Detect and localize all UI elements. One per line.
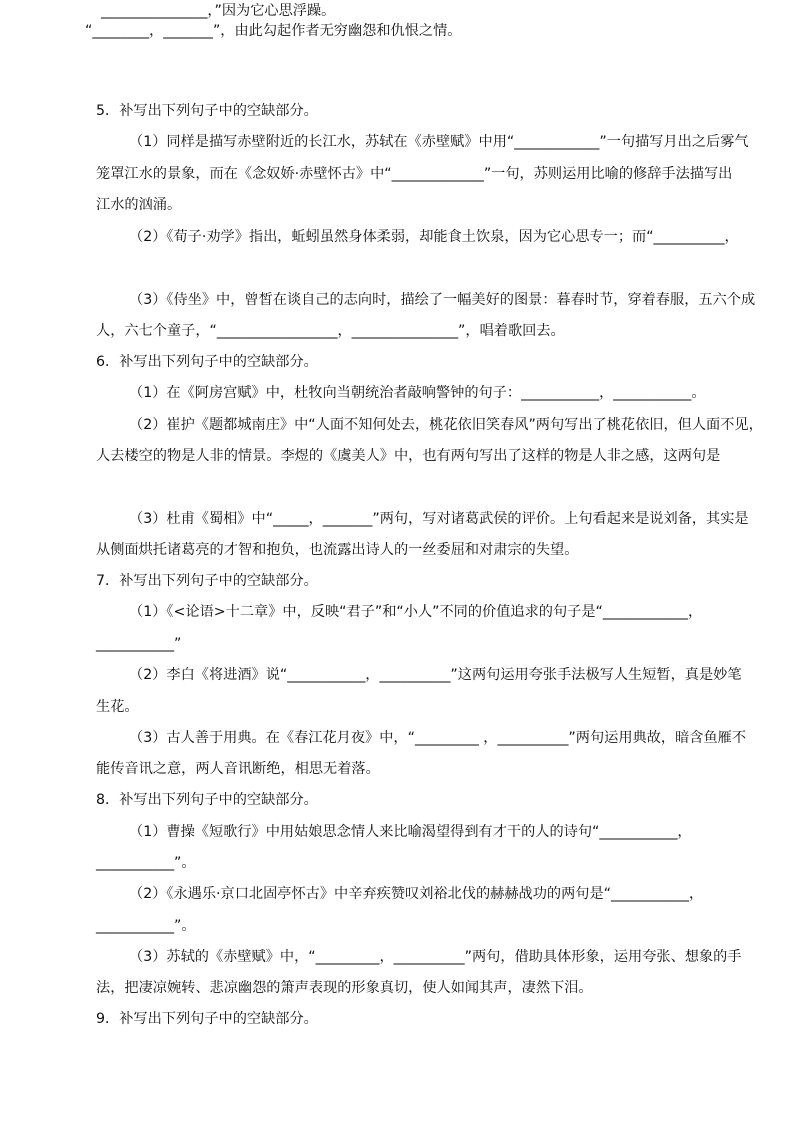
q7-item-1-line-2: ___________”: [96, 636, 182, 652]
question-7-title: 7．补写出下列句子中的空缺部分。: [96, 573, 318, 589]
q5-item-1-line-1: （1）同样是描写赤壁附近的长江水，苏轼在《赤壁赋》中用“____________”一句描写月出之后雾气: [129, 134, 749, 150]
question-9-title: 9．补写出下列句子中的空缺部分。: [96, 1011, 318, 1027]
question-5-title: 5．补写出下列句子中的空缺部分。: [96, 103, 318, 119]
q5-item-3-line-2: 人，六七个童子，“_________________，_______________”，唱着歌回去。: [96, 323, 565, 339]
q8-item-1-line-2: ___________”。: [96, 855, 196, 871]
q6-item-3-line-2: 从侧面烘托诸葛亮的才智和抱负，也流露出诗人的一丝委屈和对肃宗的失望。: [96, 542, 579, 558]
q5-item-1-line-2: 笼罩江水的景象，而在《念奴娇·赤壁怀古》中“_____________”一句，苏则运用比喻的修辞手法描写出: [96, 166, 733, 182]
q5-item-1-line-3: 江水的汹涌。: [96, 197, 182, 213]
q8-item-2-line-2: ___________”。: [96, 918, 196, 934]
q6-item-1-line-1: （1）在《阿房宫赋》中，杜牧向当朝统治者敲响警钟的句子：___________，___________。: [129, 385, 706, 401]
question-6-title: 6．补写出下列句子中的空缺部分。: [96, 354, 318, 370]
question-8-title: 8．补写出下列句子中的空缺部分。: [96, 792, 318, 808]
q7-item-2-line-1: （2）李白《将进酒》说“___________，__________”这两句运用夸张手法极写人生短暂，真是妙笔: [129, 667, 742, 683]
q8-item-1-line-1: （1）曹操《短歌行》中用姑娘思念情人来比喻渴望得到有才干的人的诗句“___________，: [129, 824, 692, 840]
q8-item-3-line-2: 法，把凄凉婉转、悲凉幽怨的箫声表现的形象真切，使人如闻其声，凄然下泪。: [96, 980, 593, 996]
q5-item-2-line-1: （2）《荀子·劝学》指出，蚯蚓虽然身体柔弱，却能食土饮泉，因为它心思专一；而“__________，: [129, 229, 739, 245]
q7-item-3-line-2: 能传音讯之意，两人音讯断绝，相思无着落。: [96, 761, 380, 777]
q7-item-1-line-1: （1）《<论语>十二章》中，反映“君子”和“小人”不同的价值追求的句子是“____________，: [129, 604, 703, 620]
q6-item-2-line-3: “________，_______”，由此勾起作者无穷幽怨和仇恨之情。: [85, 23, 462, 39]
q6-item-3-line-1: （3）杜甫《蜀相》中“_____，_______”两句，写对诸葛武侯的评价。上句看起来是说刘备，其实是: [129, 511, 749, 527]
q5-item-2-line-2: _______________，”因为它心思浮躁。: [101, 3, 336, 19]
q8-item-3-line-1: （3）苏轼的《赤壁赋》中，“_________，__________”两句，借助具体形象，运用夸张、想象的手: [129, 949, 742, 965]
q7-item-3-line-1: （3）古人善于用典。在《春江花月夜》中，“_________ ，__________”两句运用典故，暗含鱼雁不: [129, 730, 747, 746]
q6-item-2-line-1: （2）崔护《题都城南庄》中“人面不知何处去，桃花依旧笑春风”两句写出了桃花依旧，但人面不见，: [129, 417, 763, 433]
q8-item-2-line-1: （2）《永遇乐·京口北固亭怀古》中辛弃疾赞叹刘裕北伐的赫赫战功的两句是“___________，: [129, 886, 704, 902]
q7-item-2-line-2: 生花。: [96, 699, 139, 715]
q5-item-3-line-1: （3）《侍坐》中，曾皙在谈自己的志向时，描绘了一幅美好的图景：暮春时节，穿着春服，五六个成: [129, 292, 756, 308]
q6-item-2-line-2: 人去楼空的物是人非的情景。李煜的《虞美人》中，也有两句写出了这样的物是人非之感，这两句是: [96, 448, 721, 464]
